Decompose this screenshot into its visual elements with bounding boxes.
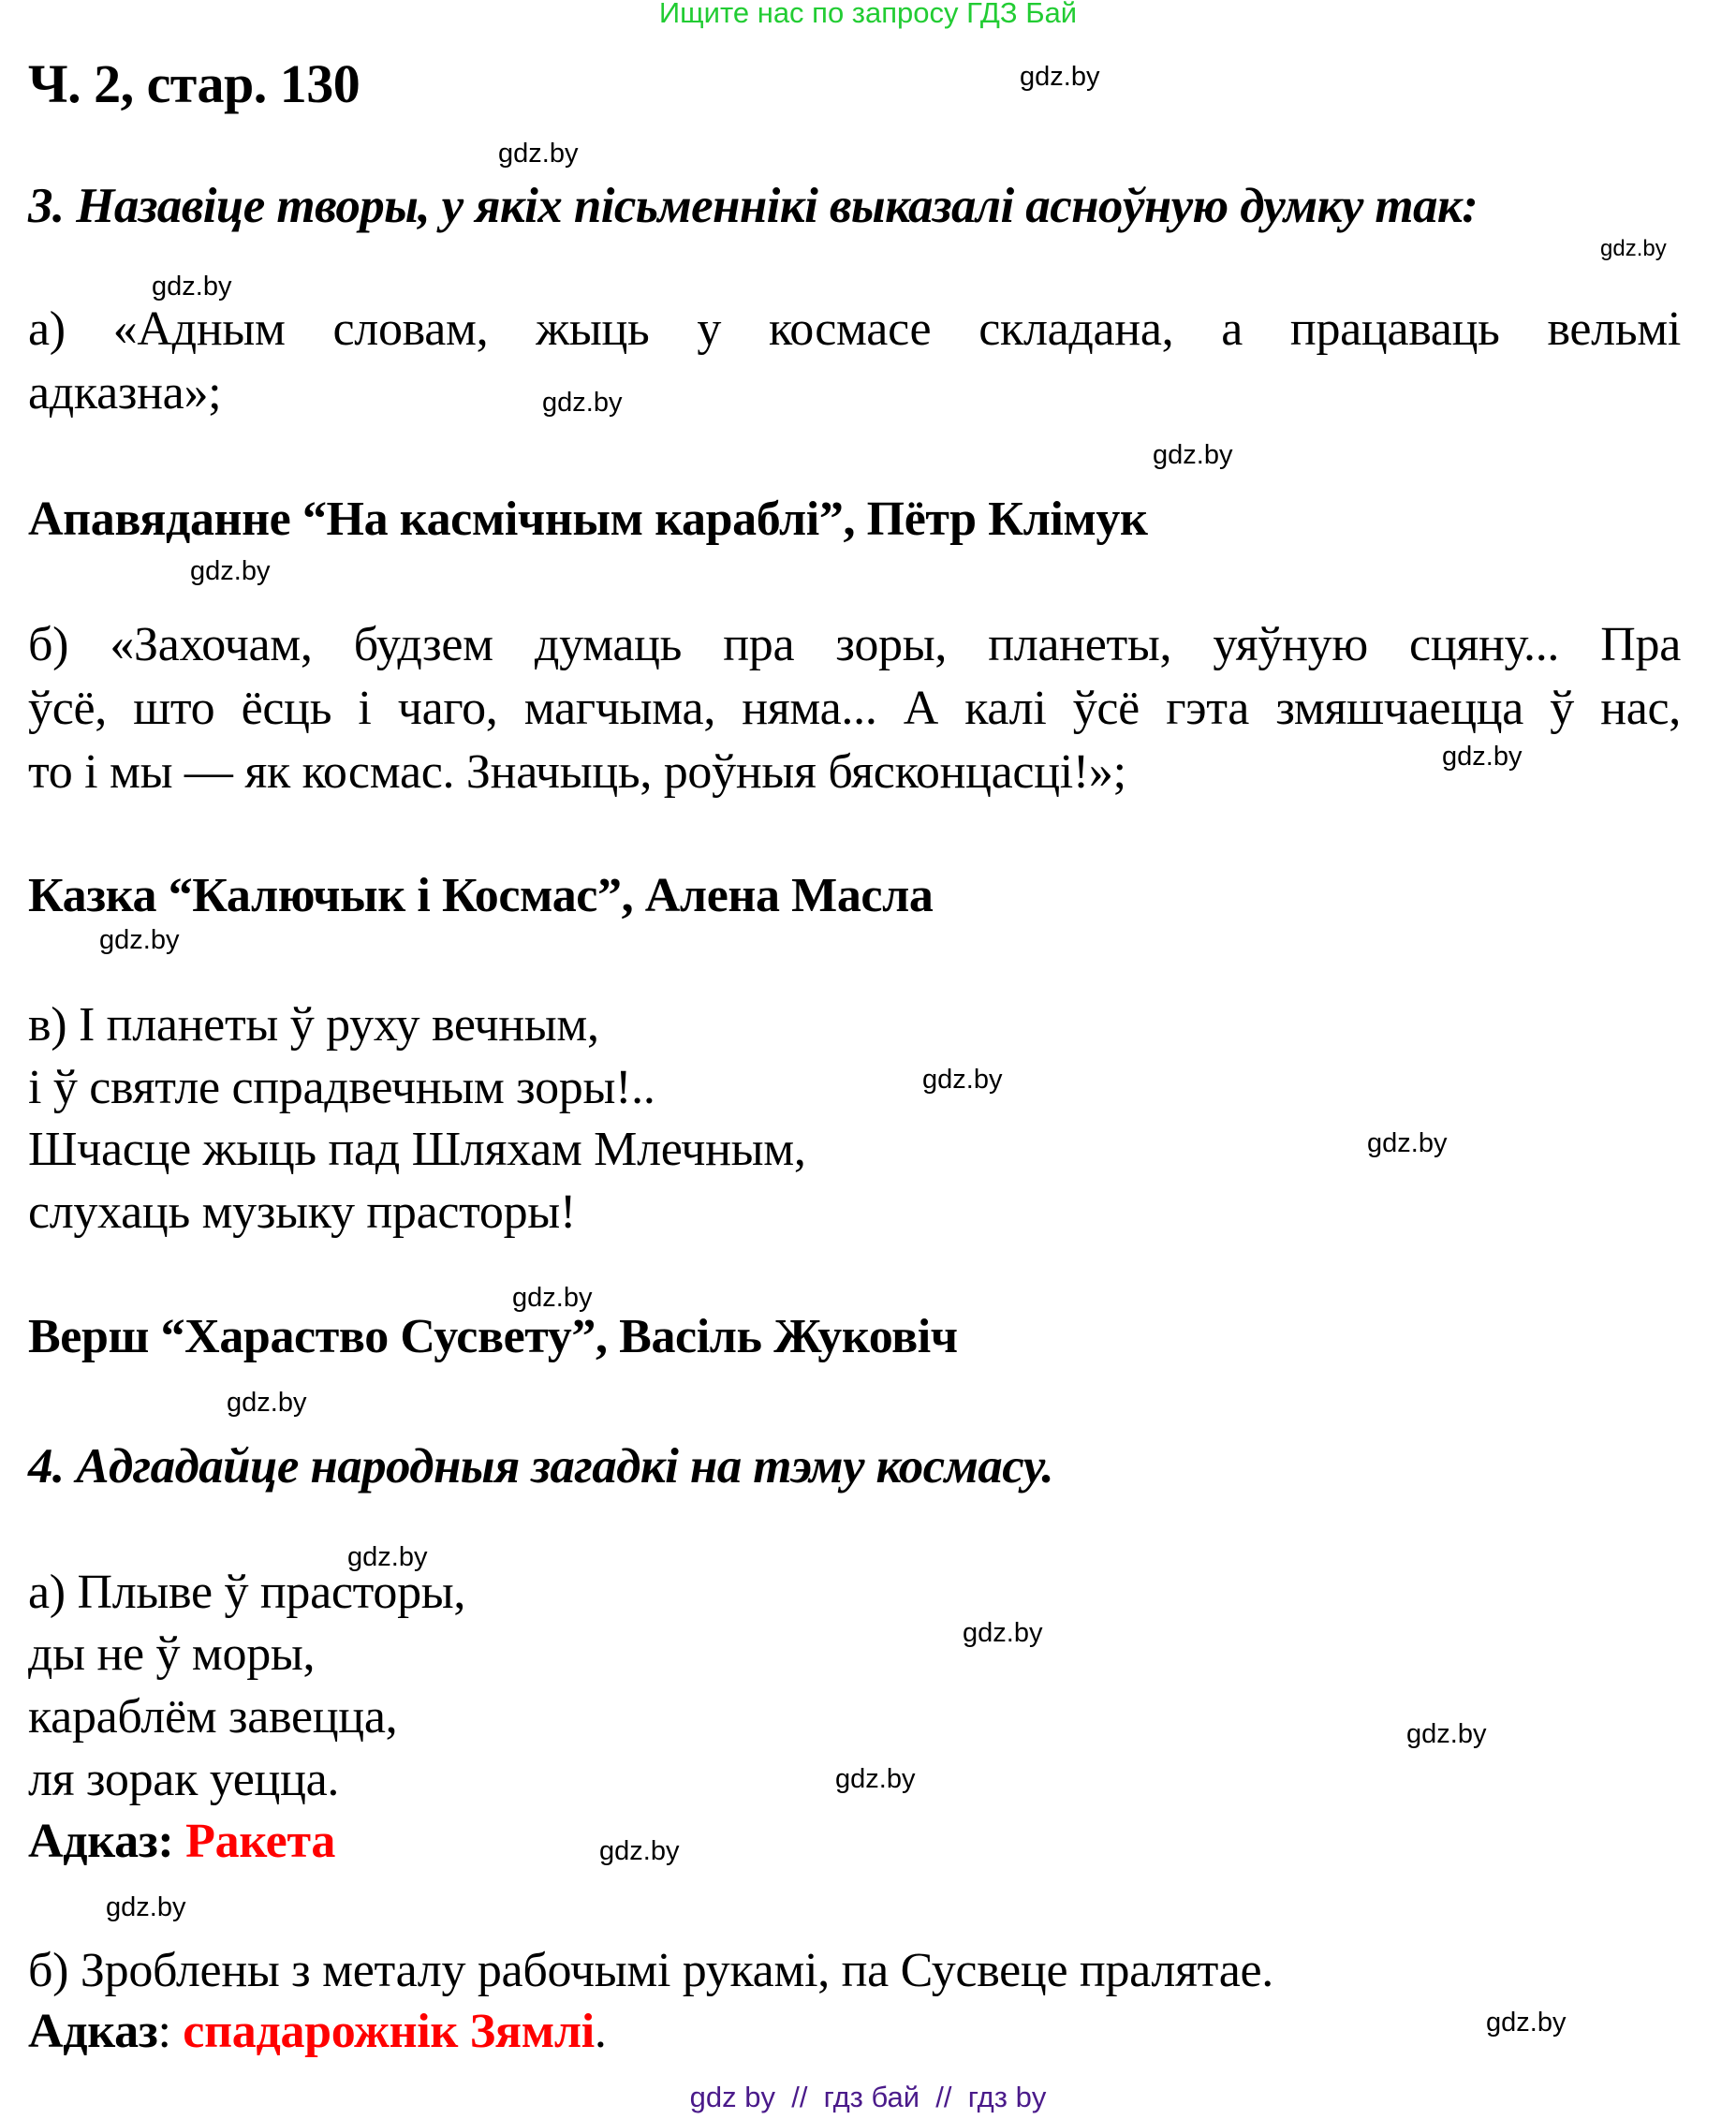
footer-links: gdz by // гдз бай // гдз by (689, 2081, 1047, 2113)
task3-item-c-line3: Шчасце жыць пад Шляхам Млечным, (28, 1123, 806, 1176)
watermark: gdz.by (227, 1388, 307, 1418)
riddle-a-answer (28, 1814, 335, 1869)
answer-colon: : (157, 2005, 171, 2058)
riddle-a-line2: ды не ў моры, (28, 1627, 316, 1681)
watermark: gdz.by (963, 1618, 1043, 1648)
watermark: gdz.by (347, 1542, 428, 1572)
watermark: gdz.by (1406, 1719, 1487, 1749)
riddle-a-line3: караблём завецца, (28, 1690, 398, 1744)
watermark: gdz.by (1153, 440, 1233, 470)
task3-item-b-line1: б) «Захочам, будзем думаць пра зоры, планеты, уяўную сцяну... Пра (28, 618, 1681, 671)
task3-item-a-line1: а) «Адным словам, жыць у космасе складана, а працаваць вельмі (28, 302, 1681, 356)
task3-heading: 3. Назавіце творы, у якіх пісьменнікі выказалі асноўную думку так: (28, 179, 1479, 233)
task3-item-c-line4: слухаць музыку прасторы! (28, 1185, 576, 1239)
riddle-b-answer (28, 2004, 607, 2059)
task3-item-c-line2: і ў святле спрадвечным зоры!.. (28, 1061, 655, 1114)
task3-item-b-source: Казка “Калючык і Космас”, Алена Масла (28, 869, 934, 922)
watermark: gdz.by (542, 388, 623, 418)
watermark: gdz.by (498, 139, 579, 169)
task3-item-a-line2: адказна»; (28, 366, 222, 419)
answer-value: спадарожнік Зямлі (183, 2005, 595, 2058)
watermark: gdz.by (190, 556, 271, 586)
watermark: gdz.by (1367, 1128, 1448, 1158)
task3-item-a-source: Апавяданне “На касмічным караблі”, Пётр Клімук (28, 493, 1148, 546)
watermark: gdz.by (922, 1065, 1003, 1095)
watermark: gdz.by (599, 1836, 680, 1866)
search-banner: Ищите нас по запросу ГДЗ Бай (658, 0, 1078, 29)
watermark: gdz.by (1442, 742, 1523, 772)
answer-value: Ракета (185, 1815, 336, 1868)
task4-heading: 4. Адгадайце народныя загадкі на тэму космасу. (28, 1439, 1054, 1494)
watermark: gdz.by (835, 1764, 916, 1794)
watermark: gdz.by (99, 925, 180, 955)
watermark: gdz.by (1600, 236, 1667, 261)
riddle-a-line4: ля зорак уецца. (28, 1753, 340, 1806)
watermark: gdz.by (1486, 2008, 1567, 2038)
task3-item-c-source: Верш “Хараство Сусвету”, Васіль Жуковіч (28, 1310, 958, 1363)
page-title: Ч. 2, стар. 130 (28, 53, 360, 114)
task3-item-c-line1: в) І планеты ў руху вечным, (28, 998, 599, 1052)
task3-item-b-line3: то і мы — як космас. Значыць, роўныя бясконцасці!»; (28, 745, 1126, 799)
answer-label: Адказ: (28, 1815, 174, 1868)
task3-item-b-line2: ўсё, што ёсць і чаго, магчыма, няма... А калі ўсё гэта змяшчаецца ў нас, (28, 682, 1681, 735)
watermark: gdz.by (1020, 62, 1100, 92)
answer-label: Адказ (28, 2005, 158, 2058)
watermark: gdz.by (512, 1283, 593, 1313)
riddle-a-line1: а) Плыве ў прасторы, (28, 1566, 466, 1619)
answer-suffix: . (594, 2005, 607, 2058)
riddle-b-line1: б) Зроблены з металу рабочымі рукамі, па Сусвеце пралятае. (28, 1944, 1273, 1997)
watermark: gdz.by (106, 1892, 186, 1922)
watermark: gdz.by (152, 272, 232, 302)
